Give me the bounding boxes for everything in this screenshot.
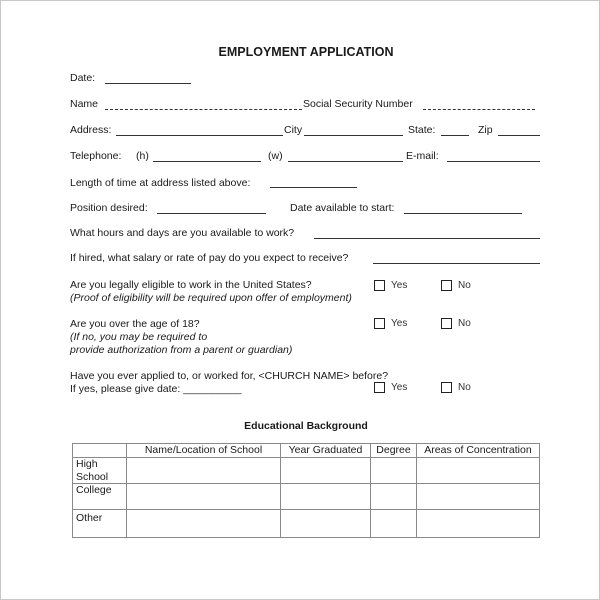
table-header-row: [73, 444, 540, 458]
start-date-label: Date available to start:: [290, 202, 395, 214]
other-name-cell[interactable]: [127, 510, 281, 538]
position-field[interactable]: [157, 213, 266, 214]
position-label: Position desired:: [70, 202, 148, 214]
high-school-degree-cell[interactable]: [371, 458, 417, 484]
email-field[interactable]: [447, 161, 540, 162]
college-concentration-cell[interactable]: [417, 484, 540, 510]
hours-field[interactable]: [314, 238, 540, 239]
table-row: [73, 510, 540, 538]
page-title: EMPLOYMENT APPLICATION: [218, 45, 394, 59]
college-year-cell[interactable]: [281, 484, 371, 510]
city-label: City: [284, 124, 303, 136]
home-phone-label: (h): [136, 150, 149, 162]
column-header-year: Year Graduated: [281, 444, 371, 458]
high-school-concentration-cell[interactable]: [417, 458, 540, 484]
start-date-field[interactable]: [404, 213, 522, 214]
eligibility-yes-label: Yes: [391, 280, 408, 291]
age-yes-label: Yes: [391, 318, 408, 329]
college-name-cell[interactable]: [127, 484, 281, 510]
name-label: Name: [70, 98, 99, 110]
length-at-address-label: Length of time at address listed above:: [70, 177, 251, 189]
eligibility-note: (Proof of eligibility will be required upon offer of employment): [70, 292, 352, 304]
high-school-year-cell[interactable]: [281, 458, 371, 484]
column-header-school: Name/Location of School: [127, 444, 281, 458]
college-degree-cell[interactable]: [371, 484, 417, 510]
eligibility-no-checkbox[interactable]: [441, 280, 452, 291]
other-degree-cell[interactable]: [371, 510, 417, 538]
prior-application-no-checkbox[interactable]: [441, 382, 452, 393]
ssn-field[interactable]: [423, 109, 535, 110]
city-field[interactable]: [304, 135, 403, 136]
date-field[interactable]: [105, 83, 191, 84]
prior-application-no-label: No: [458, 382, 471, 393]
state-field[interactable]: [441, 135, 469, 136]
name-field[interactable]: [105, 109, 302, 110]
length-at-address-field[interactable]: [270, 187, 357, 188]
zip-field[interactable]: [498, 135, 540, 136]
column-header-degree: Degree: [371, 444, 417, 458]
address-field[interactable]: [116, 135, 283, 136]
row-label-line2: School: [76, 470, 109, 483]
prior-application-question: Have you ever applied to, or worked for, <CHURCH NAME> before?: [70, 370, 389, 382]
prior-application-yes-label: Yes: [391, 382, 408, 393]
prior-application-date-label: If yes, please give date: __________: [70, 383, 242, 395]
eligibility-no-label: No: [458, 280, 471, 291]
age-no-label: No: [458, 318, 471, 329]
education-heading: Educational Background: [244, 420, 368, 432]
ssn-label: Social Security Number: [303, 98, 413, 110]
age-note-line1: (If no, you may be required to: [70, 331, 208, 343]
column-header-concentration: Areas of Concentration: [417, 444, 540, 458]
salary-label: If hired, what salary or rate of pay do you expect to receive?: [70, 252, 349, 264]
zip-label: Zip: [478, 124, 493, 136]
eligibility-yes-checkbox[interactable]: [374, 280, 385, 291]
row-label-college: College: [73, 484, 127, 510]
age-no-checkbox[interactable]: [441, 318, 452, 329]
date-label: Date:: [70, 72, 96, 84]
state-label: State:: [408, 124, 436, 136]
table-row: [73, 458, 540, 484]
home-phone-field[interactable]: [153, 161, 261, 162]
email-label: E-mail:: [406, 150, 439, 162]
telephone-label: Telephone:: [70, 150, 122, 162]
column-header-blank: [73, 444, 127, 458]
work-phone-field[interactable]: [288, 161, 403, 162]
row-label-other: Other: [73, 510, 127, 538]
hours-label: What hours and days are you available to work?: [70, 227, 295, 239]
other-concentration-cell[interactable]: [417, 510, 540, 538]
other-year-cell[interactable]: [281, 510, 371, 538]
address-label: Address:: [70, 124, 112, 136]
row-label-high-school: [73, 458, 127, 484]
eligibility-question: Are you legally eligible to work in the United States?: [70, 279, 312, 291]
age-note-line2: provide authorization from a parent or guardian): [70, 344, 293, 356]
table-row: [73, 484, 540, 510]
age-question: Are you over the age of 18?: [70, 318, 200, 330]
high-school-name-cell[interactable]: [127, 458, 281, 484]
work-phone-label: (w): [268, 150, 283, 162]
salary-field[interactable]: [373, 263, 540, 264]
row-label-line1: High: [76, 458, 98, 470]
prior-application-yes-checkbox[interactable]: [374, 382, 385, 393]
age-yes-checkbox[interactable]: [374, 318, 385, 329]
education-table: [72, 443, 540, 538]
